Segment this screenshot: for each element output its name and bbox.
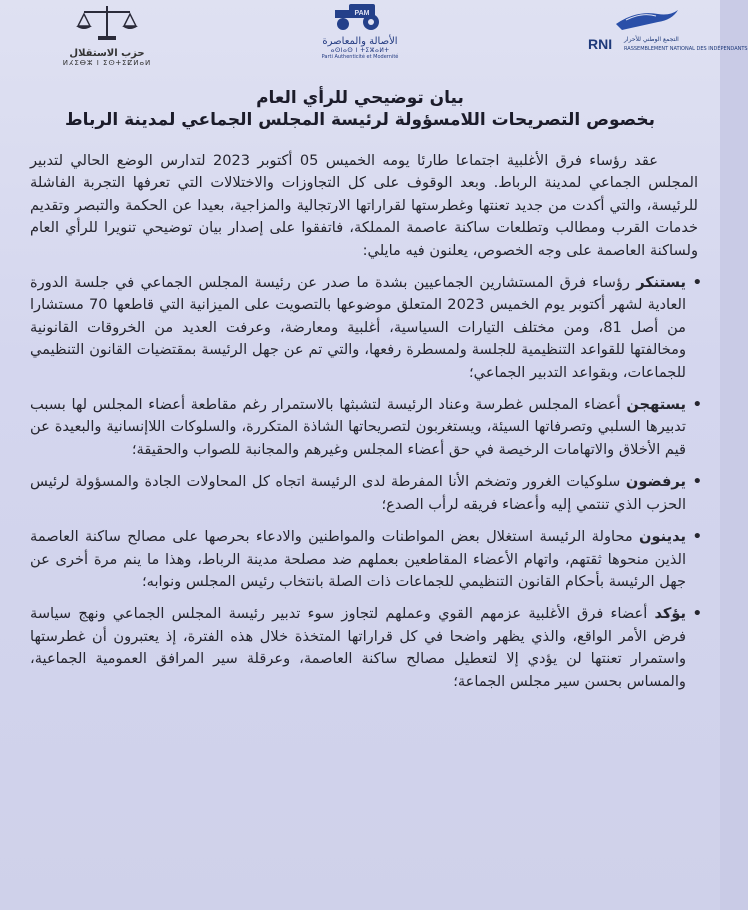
item-verb: يدينون bbox=[639, 528, 686, 546]
list-item bbox=[30, 272, 702, 384]
statement-title: بيان توضيحي للرأي العام bbox=[256, 88, 464, 108]
rni-sub: RASSEMBLEMENT NATIONAL DES INDÉPENDANTS bbox=[624, 46, 748, 52]
statement-subtitle: بخصوص التصريحات اللامسؤولة لرئيسة المجلس الجماعي لمدينة الرباط bbox=[65, 110, 655, 130]
pam-logo bbox=[300, 0, 420, 60]
item-verb: يؤكد bbox=[654, 605, 686, 623]
item-text: رؤساء فرق المستشارين الجماعيين بشدة ما صدر عن رئيسة المجلس الجماعي في جلسة الدورة العادية لشهر أكتوبر يوم الخميس 2023 المتعلق موضوعها بالتصويت على الميزانية التي قاطعها 70 مستشارا من أصل 81، ومن مختلف التيارات السياسية، أغلبية ومعارضة، وعرفت العديد من الخروقات القانونية ومخالفتها للقواعد التنظيمية للجلسة ولمسطرة رفعها، والتي تم عن جهل الرئيسة بمقتضيات القانون التنظيمي للجماعات، وبقواعد التدبير الجماعي؛ bbox=[30, 274, 686, 381]
list-item bbox=[30, 603, 702, 693]
rni-mark: RNI bbox=[588, 36, 613, 52]
istiqlal-logo bbox=[62, 4, 152, 67]
statement-body bbox=[30, 150, 702, 703]
pam-sub2: Parti Authenticité et Modernité bbox=[321, 54, 399, 60]
bullet-icon: • bbox=[692, 528, 702, 546]
item-verb: يرفضون bbox=[625, 473, 686, 491]
pam-name: الأصالة والمعاصرة bbox=[322, 36, 398, 47]
istiqlal-name: حزب الاستقلال bbox=[69, 48, 145, 59]
scales-icon bbox=[72, 4, 142, 42]
dove-icon bbox=[612, 6, 682, 34]
pam-plate: PAM bbox=[354, 10, 370, 17]
tractor-icon bbox=[325, 0, 395, 32]
item-text: محاولة الرئيسة استغلال بعض المواطنات والمواطنين والادعاء بحرصها على مصالح ساكنة العاصمة الذين منحوها ثقتهم، واتهام الأعضاء المقاطعين بعملهم ضد مصلحة مدينة الرباط، وهذا ما ينم مرة أخرى عن جهل الرئيسة بأحكام القانون التنظيمي للجماعات ذات الصلة بانتخاب رئيس المجلس ونوابه؛ bbox=[30, 528, 686, 590]
intro-paragraph: عقد رؤساء فرق الأغلبية اجتماعا طارئا يومه الخميس 05 أكتوبر 2023 لتدارس الوضع الحالي لتدبير المجلس الجماعي لمدينة الرباط. وبعد الوقوف على كل التجاوزات والاختلالات التي تعرفها التجربة الفاشلة للرئيسة، والتي أكدت من جديد تعنتها وغطرستها لقراراتها الارتجالية والمزاجية، بعيدا عن الحكمة والتبصر وتقديم خدمات القرب ومطالب وتطلعات ساكنة عاصمة المملكة، فاتفقوا على إصدار بيان توضيحي تنويرا للرأي العام ولساكنة العاصمة على وجه الخصوص، يعلنون فيه مايلي: bbox=[30, 152, 698, 259]
rni-name: التجمع الوطني للأحرار bbox=[624, 36, 679, 43]
bullet-icon: • bbox=[692, 605, 702, 623]
item-verb: يستهجن bbox=[626, 396, 686, 414]
bullet-icon: • bbox=[692, 473, 702, 491]
list-item bbox=[30, 526, 702, 593]
bullet-icon: • bbox=[692, 274, 702, 292]
istiqlal-sub: ⵍⵃⵉⴱⵣ ⵏ ⵉⵙⵜⵉⵇⵍⴰⵍ bbox=[62, 59, 152, 67]
list-item bbox=[30, 394, 702, 461]
pam-sub: ⴰⵙⵏⴰⵙ ⵏ ⵜⵉⵣⴰⵍⵜ bbox=[330, 47, 390, 54]
item-verb: يستنكر bbox=[636, 274, 686, 292]
list-item bbox=[30, 471, 702, 516]
item-text: أعضاء فرق الأغلبية عزمهم القوي وعملهم لتجاوز سوء تدبير رئيسة المجلس الجماعي ونهج سياسة فرض الأمر الواقع، والذي يظهر واضحا في كل قراراتها المتخذة خلال هذه الفترة، إذ يعتبرون أن غطرستها واستمرار تعنتها لن يؤدي إلا لتعطيل مصالح ساكنة العاصمة، وعرقلة سير المرافق العمومية الجماعية، والمساس بحسن سير مجلس الجماعة؛ bbox=[30, 605, 686, 690]
bullet-icon: • bbox=[692, 396, 702, 414]
item-text: أعضاء المجلس غطرسة وعناد الرئيسة لتشبثها بالاستمرار رغم مقاطعة أعضاء المجلس لها بسبب تدبيرها السلبي وتصرفاتها السيئة، ويستغربون لتصريحاتها الشاذة المتكررة، والسلوكات اللاإنسانية والبعيدة عن قيم الأخلاق والاتهامات الرخيصة في حق أعضاء المجلس وغيرهم والمجانبة للصواب والحقيقة؛ bbox=[30, 396, 686, 458]
item-text: سلوكيات الغرور وتضخم الأنا المفرطة لدى الرئيسة اتجاه كل المحاولات الجادة والمسؤولة لرئيس الحزب الذي تنتمي إليه وأعضاء فريقه لرأب الصدع؛ bbox=[30, 473, 686, 513]
rni-logo bbox=[582, 6, 748, 52]
